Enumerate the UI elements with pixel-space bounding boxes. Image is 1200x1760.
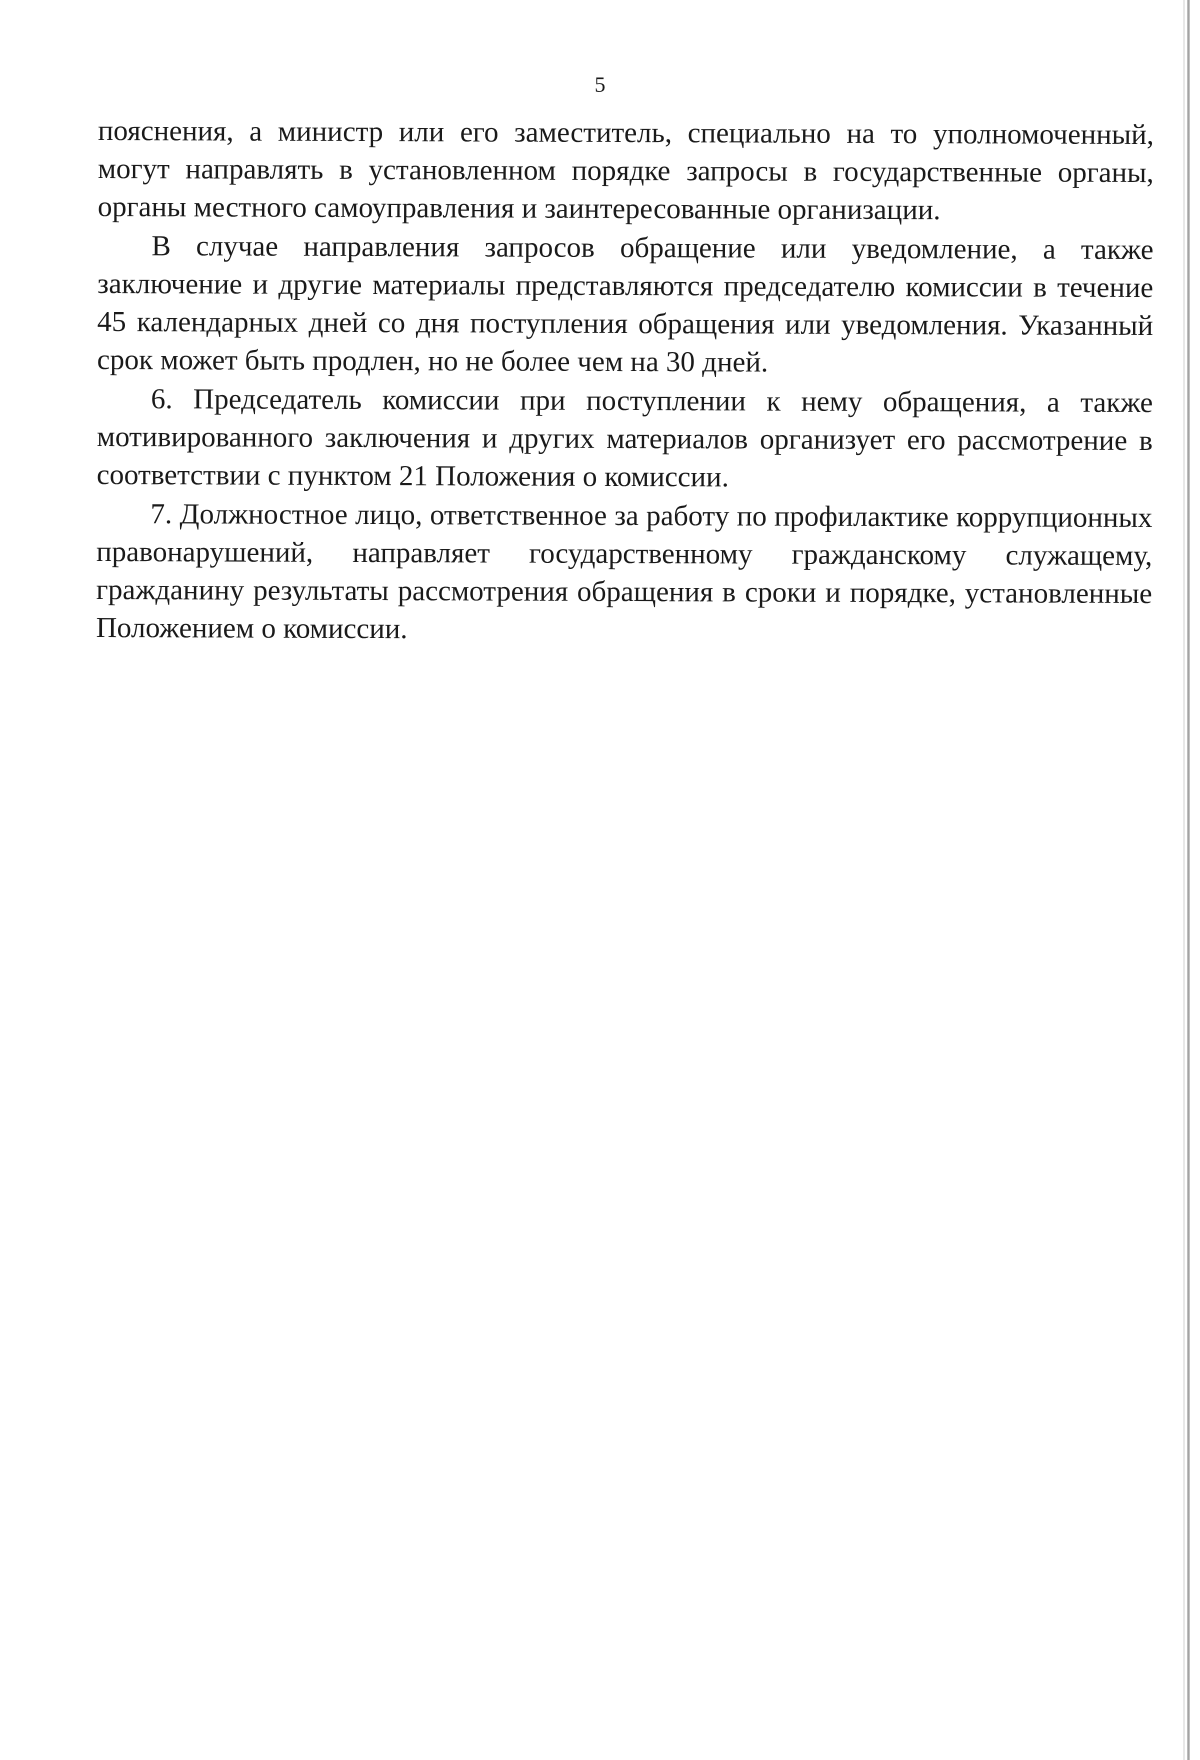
scan-edge-line: [1187, 0, 1190, 1760]
page-number-text: 5: [594, 72, 606, 97]
scan-edge-shadow: [1183, 0, 1185, 1760]
paragraph-requests-deadline: В случае направления запросов обращение или уведомление, а также заключение и другие материалы представляются председателю комиссии в течение 45 календарных дней со дня поступления обращения или уведомления. Указанный срок может быть продлен, но не более чем на 30 дней.: [96, 230, 1154, 379]
document-body: [96, 112, 1154, 651]
paragraph-item-7: 7. Должностное лицо, ответственное за работу по профилактике коррупционных правонарушений, направляет государственному гражданскому служащему, гражданину результаты рассмотрения обращения в сроки и порядке, установленные Положением о комиссии.: [95, 498, 1153, 646]
page-number: [0, 74, 1200, 96]
paragraph-item-6: 6. Председатель комиссии при поступлении к нему обращения, а также мотивированного заключения и других материалов организует его рассмотрение в соответствии с пунктом 21 Положения о комиссии.: [96, 383, 1153, 494]
paragraph-continuation: пояснения, а министр или его заместитель, специально на то уполномоченный, могут направлять в установленном порядке запросы в государственные органы, органы местного самоуправления и заинтересованные организации.: [97, 114, 1154, 227]
